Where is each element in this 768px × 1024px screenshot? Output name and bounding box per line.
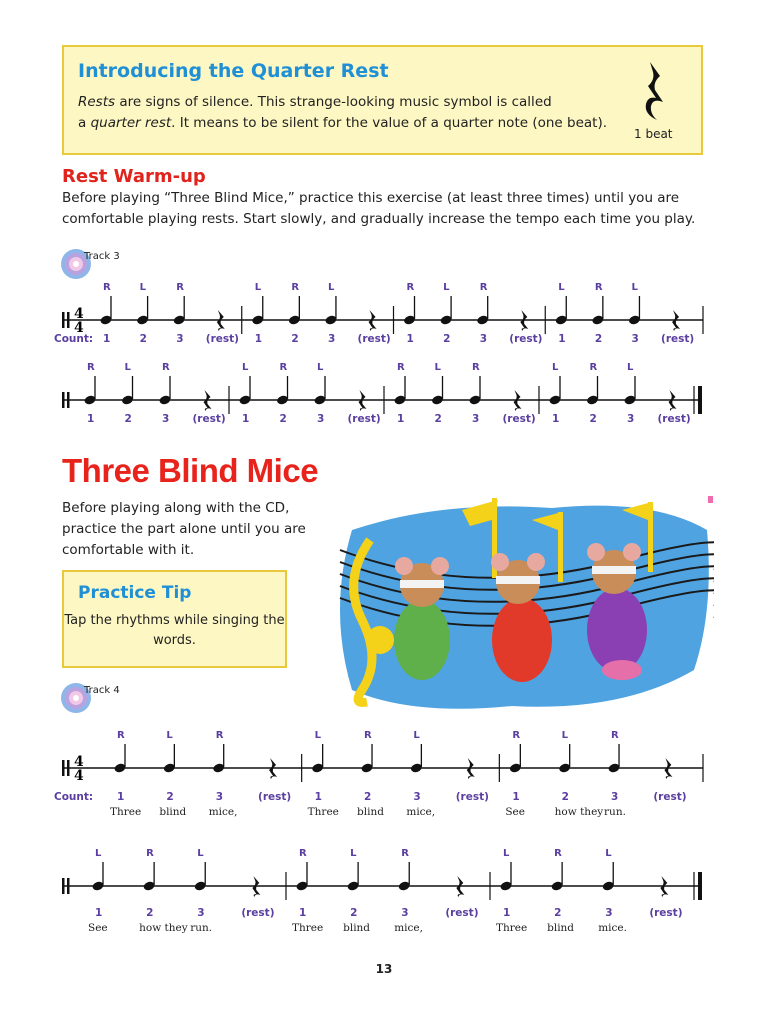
lyric-word: mice,	[406, 806, 436, 818]
count-label: 2	[554, 907, 562, 919]
sticking-label: L	[552, 362, 559, 373]
time-signature-bottom: 4	[74, 768, 84, 784]
sticking-label: R	[87, 362, 95, 373]
sticking-label: R	[406, 282, 415, 293]
practice-tip-text: Tap the rhythms while singing the words.	[64, 613, 285, 648]
count-label: 1	[254, 333, 263, 345]
final-barline-thick	[698, 386, 702, 414]
song-staff-2	[0, 832, 768, 942]
sticking-label: R	[162, 362, 170, 373]
sticking-label: R	[589, 362, 598, 373]
count-label: 3	[197, 907, 205, 919]
sticking-label: L	[350, 848, 357, 859]
intro-quarter-rest-word: quarter rest	[90, 115, 172, 131]
percussion-clef-bar	[67, 760, 70, 776]
count-label: 3	[627, 413, 635, 425]
percussion-clef-bar	[67, 878, 70, 894]
sticking-label: L	[254, 282, 262, 293]
sticking-label: L	[503, 848, 510, 859]
count-label: 1	[242, 413, 250, 425]
count-label: (rest)	[192, 413, 226, 425]
count-label: 3	[327, 333, 336, 345]
count-label: 1	[314, 791, 322, 803]
warmup-title: Rest Warm-up	[62, 166, 206, 187]
intro-text	[78, 92, 638, 134]
count-label: 1	[512, 791, 520, 803]
count-label: (rest)	[509, 333, 543, 345]
sticking-label: R	[594, 282, 603, 293]
sticking-label: L	[124, 362, 131, 373]
count-label: 2	[561, 791, 569, 803]
count-label: 3	[215, 791, 224, 803]
count-label: 2	[166, 791, 174, 803]
sticking-label: R	[279, 362, 288, 373]
count-label: 2	[589, 413, 597, 425]
count-label: 3	[631, 333, 639, 345]
count-label: 2	[434, 413, 442, 425]
song-title: Three Blind Mice	[62, 452, 319, 489]
count-label: 1	[299, 907, 307, 919]
lyric-word: mice,	[208, 806, 238, 818]
count-label: 1	[103, 333, 111, 345]
lyric-word: mice.	[598, 922, 627, 934]
sticking-label: R	[291, 282, 300, 293]
sticking-label: L	[443, 282, 450, 293]
sticking-label: L	[631, 282, 638, 293]
sticking-label: R	[401, 848, 409, 859]
sticking-label: R	[611, 730, 619, 741]
percussion-clef-bar	[62, 312, 65, 328]
intro-title: Introducing the Quarter Rest	[78, 60, 389, 82]
count-label: 1	[552, 413, 560, 425]
time-signature-top: 4	[74, 306, 84, 322]
count-label: (rest)	[649, 907, 683, 919]
sticking-label: R	[103, 282, 111, 293]
count-label: 1	[117, 791, 125, 803]
sticking-label: L	[327, 282, 335, 293]
count-label: (rest)	[241, 907, 275, 919]
count-prefix: Count:	[54, 333, 94, 345]
lyric-word: run.	[604, 806, 626, 818]
intro-line2-a: a	[78, 115, 91, 131]
intro-line1: are signs of silence. This strange-looking music symbol is called	[115, 94, 552, 110]
count-label: 3	[413, 791, 421, 803]
count-label: 1	[95, 907, 103, 919]
count-label: 2	[291, 333, 299, 345]
lyric-word: Three	[496, 922, 528, 934]
percussion-clef-bar	[62, 760, 65, 776]
beat-label: 1 beat	[634, 127, 673, 141]
count-label: (rest)	[258, 791, 292, 803]
count-label: 2	[279, 413, 287, 425]
count-label: 3	[605, 907, 613, 919]
count-label: (rest)	[347, 413, 381, 425]
lyric-word: how they	[139, 922, 188, 934]
count-label: 1	[87, 413, 95, 425]
count-label: 2	[350, 907, 358, 919]
time-signature-top: 4	[74, 754, 84, 770]
count-label: 1	[558, 333, 566, 345]
count-label: 3	[176, 333, 184, 345]
count-label: (rest)	[445, 907, 479, 919]
page-number: 13	[375, 962, 393, 976]
sticking-label: R	[299, 848, 307, 859]
lyric-word: Three	[307, 806, 339, 818]
time-signature-bottom: 4	[74, 320, 84, 336]
count-label: 2	[443, 333, 451, 345]
count-label: (rest)	[502, 413, 536, 425]
sticking-label: R	[472, 362, 480, 373]
sticking-label: R	[215, 730, 224, 741]
three-blind-mice-illustration	[322, 490, 714, 716]
percussion-clef-bar	[67, 312, 70, 328]
count-label: 2	[364, 791, 372, 803]
count-label: 2	[139, 333, 147, 345]
count-label: 2	[146, 907, 154, 919]
lyric-word: See	[505, 806, 525, 818]
sticking-label: L	[166, 730, 173, 741]
sticking-label: L	[434, 362, 441, 373]
count-label: 3	[472, 413, 480, 425]
percussion-clef-bar	[67, 392, 70, 408]
percussion-clef-bar	[62, 392, 65, 408]
count-label: 3	[162, 413, 170, 425]
sticking-label: L	[317, 362, 324, 373]
count-label: 2	[594, 333, 603, 345]
sticking-label: L	[95, 848, 102, 859]
intro-rests-word: Rests	[78, 94, 116, 110]
lyric-word: blind	[159, 806, 187, 818]
lyric-word: blind	[357, 806, 384, 818]
count-label: (rest)	[653, 791, 687, 803]
practice-tip-title: Practice Tip	[78, 583, 192, 603]
count-label: (rest)	[661, 333, 695, 345]
count-label: (rest)	[205, 333, 239, 345]
lyric-word: how they	[554, 806, 604, 818]
sticking-label: R	[397, 362, 405, 373]
count-label: 3	[317, 413, 325, 425]
sticking-label: L	[139, 282, 146, 293]
song-staff-1	[0, 718, 768, 828]
count-label: (rest)	[455, 791, 489, 803]
count-label: 2	[124, 413, 132, 425]
quarter-rest-icon	[640, 60, 670, 122]
sticking-label: L	[558, 282, 565, 293]
lyric-word: Three	[292, 922, 324, 934]
sticking-label: R	[554, 848, 562, 859]
count-label: 3	[401, 907, 409, 919]
percussion-clef-bar	[62, 878, 65, 894]
sticking-label: L	[561, 730, 569, 741]
count-label: 1	[406, 333, 414, 345]
sticking-label: R	[479, 282, 488, 293]
sticking-label: L	[242, 362, 249, 373]
warmup-staff-1	[0, 278, 768, 348]
warmup-text: Before playing “Three Blind Mice,” practice this exercise (at least three times) until you are comfortable playing rests. Start slowly, and gradually increase the tempo each time you play.	[62, 190, 696, 227]
count-label: (rest)	[357, 333, 391, 345]
count-label: 3	[479, 333, 488, 345]
pink-mark	[708, 496, 713, 503]
warmup-staff-2	[0, 358, 768, 428]
lyric-word: See	[88, 922, 108, 934]
sticking-label: R	[176, 282, 184, 293]
count-label: 1	[397, 413, 405, 425]
song-intro-text: Before playing along with the CD, practice the part alone until you are comfortable with it.	[62, 500, 306, 558]
sticking-label: R	[512, 730, 521, 741]
sticking-label: R	[117, 730, 125, 741]
count-label: 3	[611, 791, 619, 803]
track-4-label: Track 4	[84, 685, 120, 696]
lyric-word: blind	[343, 922, 371, 934]
sticking-label: L	[197, 848, 204, 859]
final-barline-thick	[698, 872, 702, 900]
count-label: 1	[503, 907, 511, 919]
sticking-label: L	[605, 848, 612, 859]
lyric-word: Three	[110, 806, 142, 818]
sticking-label: R	[364, 730, 372, 741]
sticking-label: L	[314, 730, 322, 741]
sticking-label: L	[627, 362, 634, 373]
sticking-label: R	[146, 848, 154, 859]
lyric-word: mice,	[394, 922, 423, 934]
lyric-word: blind	[547, 922, 575, 934]
lyric-word: run.	[190, 922, 213, 934]
count-prefix: Count:	[54, 791, 94, 803]
sticking-label: L	[413, 730, 420, 741]
count-label: (rest)	[657, 413, 691, 425]
track-3-label: Track 3	[84, 251, 120, 262]
intro-line2-b: . It means to be silent for the value of a quarter note (one beat).	[171, 115, 608, 131]
